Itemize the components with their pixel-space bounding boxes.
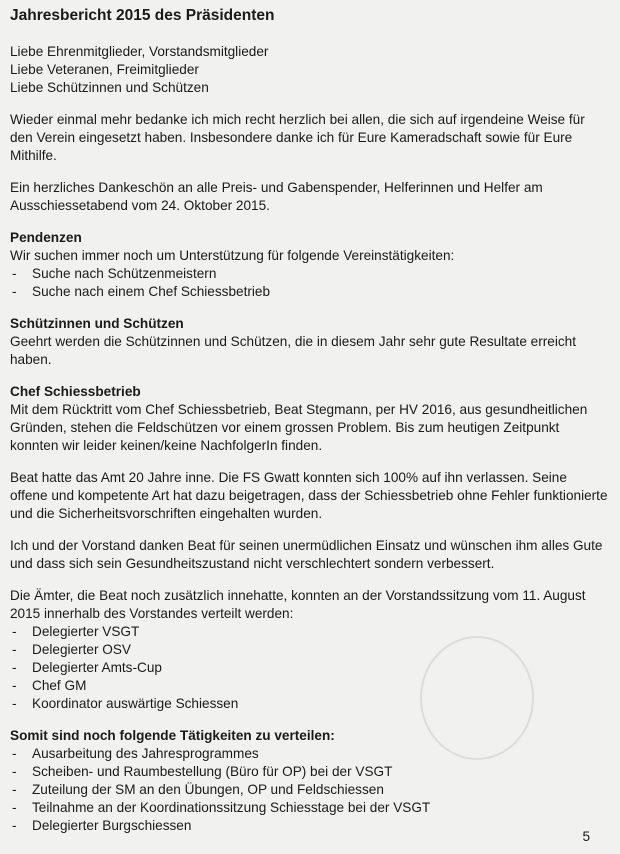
section-heading-pendenzen: Pendenzen [10,230,82,245]
list-item: - Scheiben- und Raumbestellung (Büro für OP) bei der VSGT [10,763,608,781]
intro-paragraph: Wieder einmal mehr bedanke ich mich recht herzlich bei allen, die sich auf irgendeine Weise für den Verein eingesetzt haben. Insbesondere danke ich für Eure Kameradschaft sowie für Eure Mithilfe. [10,112,585,163]
greeting-line: Liebe Veteranen, Freimitglieder [10,62,199,77]
pendenzen-list [10,265,608,301]
chef-paragraph: Die Ämter, die Beat noch zusätzlich innehatte, konnten an der Vorstandssitzung vom 11. August 2015 innerhalb des Vorstandes verteilt werden: [10,588,586,621]
report-content [10,6,608,849]
list-item: - Delegierter OSV [10,641,608,659]
chef-paragraph: Ich und der Vorstand danken Beat für seinen unermüdlichen Einsatz und wünschen ihm alles Gute und dass sich sein Gesundheitszustand nicht verschlechtert sondern verbessert. [10,538,603,571]
pendenzen-text: Wir suchen immer noch um Unterstützung für folgende Vereinstätigkeiten: [10,248,455,263]
list-item: - Teilnahme an der Koordinationssitzung Schiesstage bei der VSGT [10,799,608,817]
chef-paragraph: Mit dem Rücktritt vom Chef Schiessbetrieb, Beat Stegmann, per HV 2016, aus gesundheitlichen Gründen, stehen die Feldschützen vor einem grossen Problem. Bis zum heutigen Zeitpunkt konnten wir leider keinen/keine NachfolgerIn finden. [10,402,588,453]
list-item: - Suche nach einem Chef Schiessbetrieb [10,283,608,301]
list-item: - Ausarbeitung des Jahresprogrammes [10,745,608,763]
section-heading-schuetzen: Schützinnen und Schützen [10,316,184,331]
verteilen-list [10,745,608,835]
greeting-block [10,43,608,97]
report-title: Jahresbericht 2015 des Präsidenten [10,7,275,24]
list-item: - Chef GM [10,677,608,695]
aemter-list [10,623,608,713]
list-item: - Zuteilung der SM an den Übungen, OP und Feldschiessen [10,781,608,799]
chef-paragraph: Beat hatte das Amt 20 Jahre inne. Die FS Gwatt konnten sich 100% auf ihn verlassen. Seine offene und kompetente Art hat dazu beigetragen, dass der Schiessbetrieb ohne Fehler funktionierte und die Sicherheitsvorschriften eingehalten wurden. [10,470,608,521]
page-number: 5 [582,829,590,844]
list-item: - Delegierter VSGT [10,623,608,641]
list-item: - Delegierter Amts-Cup [10,659,608,677]
thanks-paragraph: Ein herzliches Dankeschön an alle Preis- und Gabenspender, Helferinnen und Helfer am Ausschiessetabend vom 24. Oktober 2015. [10,180,543,213]
greeting-line: Liebe Ehrenmitglieder, Vorstandsmitglieder [10,44,269,59]
section-heading-verteilen: Somit sind noch folgende Tätigkeiten zu verteilen: [10,728,335,743]
greeting-line: Liebe Schützinnen und Schützen [10,80,209,95]
list-item: - Delegierter Burgschiessen [10,817,608,835]
list-item: - Suche nach Schützenmeistern [10,265,608,283]
schuetzen-text: Geehrt werden die Schützinnen und Schützen, die in diesem Jahr sehr gute Resultate erreicht haben. [10,334,576,367]
section-heading-chef: Chef Schiessbetrieb [10,384,141,399]
list-item: - Koordinator auswärtige Schiessen [10,695,608,713]
